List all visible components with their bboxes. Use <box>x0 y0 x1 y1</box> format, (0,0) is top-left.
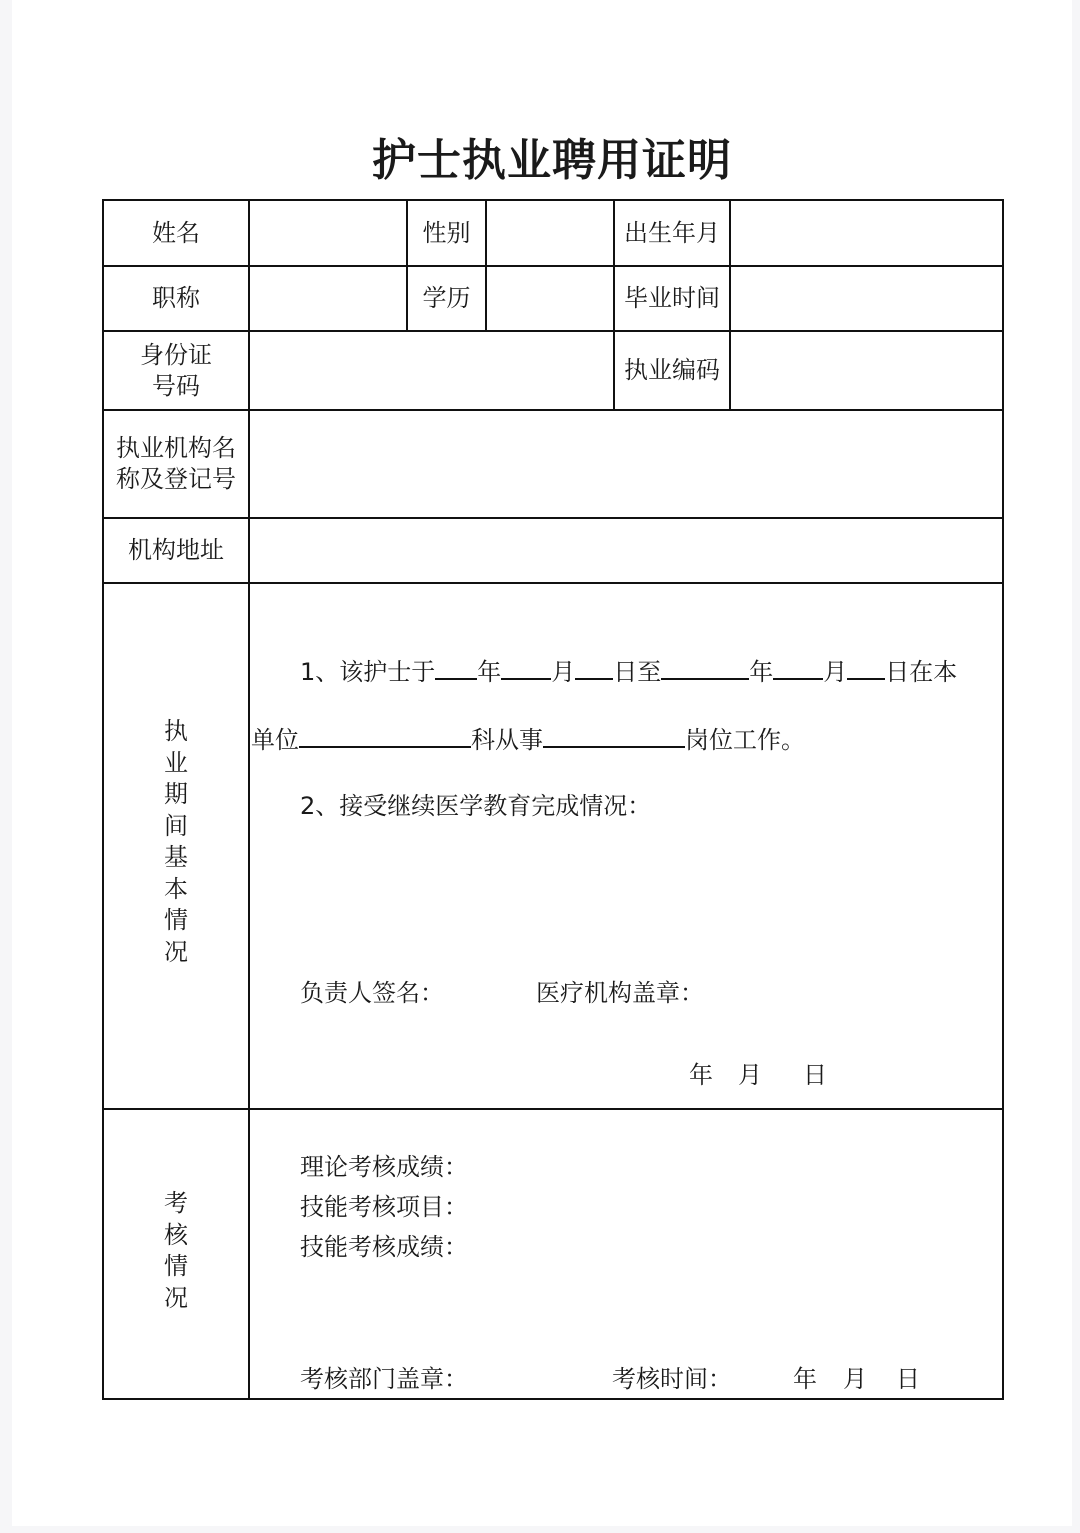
institution-label <box>104 411 248 517</box>
start-day-blank[interactable] <box>575 658 613 680</box>
exam-dept-stamp-label: 考核部门盖章： <box>300 1365 468 1393</box>
exam-time-label: 考核时间： <box>612 1365 732 1393</box>
practice-label-char: 情 <box>164 906 188 934</box>
department-suffix: 科从事 <box>471 726 543 754</box>
practice-item-1-line-1 <box>300 652 957 687</box>
exam-label-char: 考 <box>164 1189 188 1217</box>
unit-prefix: 单位 <box>251 726 299 754</box>
job-title-field[interactable] <box>250 267 406 330</box>
id-number-label <box>104 332 248 409</box>
exam-date-year: 年 <box>793 1365 817 1393</box>
practice-label-char: 执 <box>164 717 188 745</box>
institution-label-line1: 执业机构名 <box>116 434 236 462</box>
institution-label-line2: 称及登记号 <box>116 465 236 493</box>
end-month-unit: 月 <box>823 658 848 686</box>
practice-item-2: 2、接受继续医学教育完成情况： <box>300 792 652 820</box>
practice-date-month: 月 <box>738 1061 762 1089</box>
practice-label-char: 本 <box>164 874 188 903</box>
start-month-unit: 月 <box>551 658 576 686</box>
theory-score-label: 理论考核成绩： <box>300 1153 468 1181</box>
gender-field[interactable] <box>487 201 613 265</box>
page-title: 护士执业聘用证明 <box>372 135 732 186</box>
address-label: 机构地址 <box>128 536 224 564</box>
graduation-label: 毕业时间 <box>624 284 720 312</box>
practice-date-day: 日 <box>803 1061 827 1089</box>
education-label: 学历 <box>422 284 471 312</box>
name-label: 姓名 <box>152 218 200 247</box>
practice-label-char: 业 <box>164 748 188 777</box>
practice-date-year: 年 <box>689 1061 713 1089</box>
end-year-unit: 年 <box>749 658 774 686</box>
skill-item-label: 技能考核项目： <box>300 1193 468 1221</box>
table-border-right <box>1002 199 1004 1400</box>
id-number-label-line2: 号码 <box>152 371 200 400</box>
institution-field[interactable] <box>250 411 1002 517</box>
practice-label-char: 基 <box>164 843 188 871</box>
row-divider-5 <box>102 582 1004 584</box>
id-number-field[interactable] <box>250 332 613 409</box>
exam-label-char: 情 <box>164 1252 188 1280</box>
row-divider-6 <box>102 1108 1004 1110</box>
institution-stamp-label: 医疗机构盖章： <box>536 979 704 1007</box>
post-blank[interactable] <box>543 726 685 748</box>
start-year-unit: 年 <box>477 658 502 686</box>
end-day-blank[interactable] <box>847 658 885 680</box>
exam-date-day: 日 <box>896 1365 920 1393</box>
end-year-blank[interactable] <box>661 658 749 680</box>
exam-date-month: 月 <box>843 1365 867 1393</box>
start-year-blank[interactable] <box>435 658 477 680</box>
end-day-unit: 日在本 <box>885 658 958 686</box>
address-field[interactable] <box>250 519 1002 582</box>
license-code-field[interactable] <box>731 332 1002 409</box>
birth-field[interactable] <box>731 201 1002 265</box>
practice-label-char: 期 <box>164 780 188 808</box>
gender-label: 性别 <box>422 218 471 247</box>
practice-item-1-line-2 <box>251 720 805 755</box>
end-month-blank[interactable] <box>773 658 823 680</box>
practice-label-char: 间 <box>164 811 188 840</box>
job-title-label: 职称 <box>152 284 200 312</box>
start-month-blank[interactable] <box>501 658 551 680</box>
practice-section-label <box>104 716 248 968</box>
practice-label-char: 况 <box>164 937 188 966</box>
license-code-label: 执业编码 <box>624 356 720 384</box>
start-day-unit: 日至 <box>613 658 662 686</box>
department-blank[interactable] <box>299 726 471 748</box>
exam-label-char: 核 <box>164 1220 188 1249</box>
exam-label-char: 况 <box>164 1283 188 1312</box>
table-border-bottom <box>102 1398 1004 1400</box>
item1-prefix: 1、该护士于 <box>300 658 436 686</box>
education-field[interactable] <box>487 267 613 330</box>
exam-section-label <box>104 1188 248 1314</box>
name-field[interactable] <box>250 201 406 265</box>
signer-label: 负责人签名： <box>300 979 444 1007</box>
id-number-label-line1: 身份证 <box>140 340 212 369</box>
post-suffix: 岗位工作。 <box>685 726 805 754</box>
birth-label: 出生年月 <box>624 218 720 247</box>
skill-score-label: 技能考核成绩： <box>300 1233 468 1261</box>
graduation-field[interactable] <box>731 267 1002 330</box>
